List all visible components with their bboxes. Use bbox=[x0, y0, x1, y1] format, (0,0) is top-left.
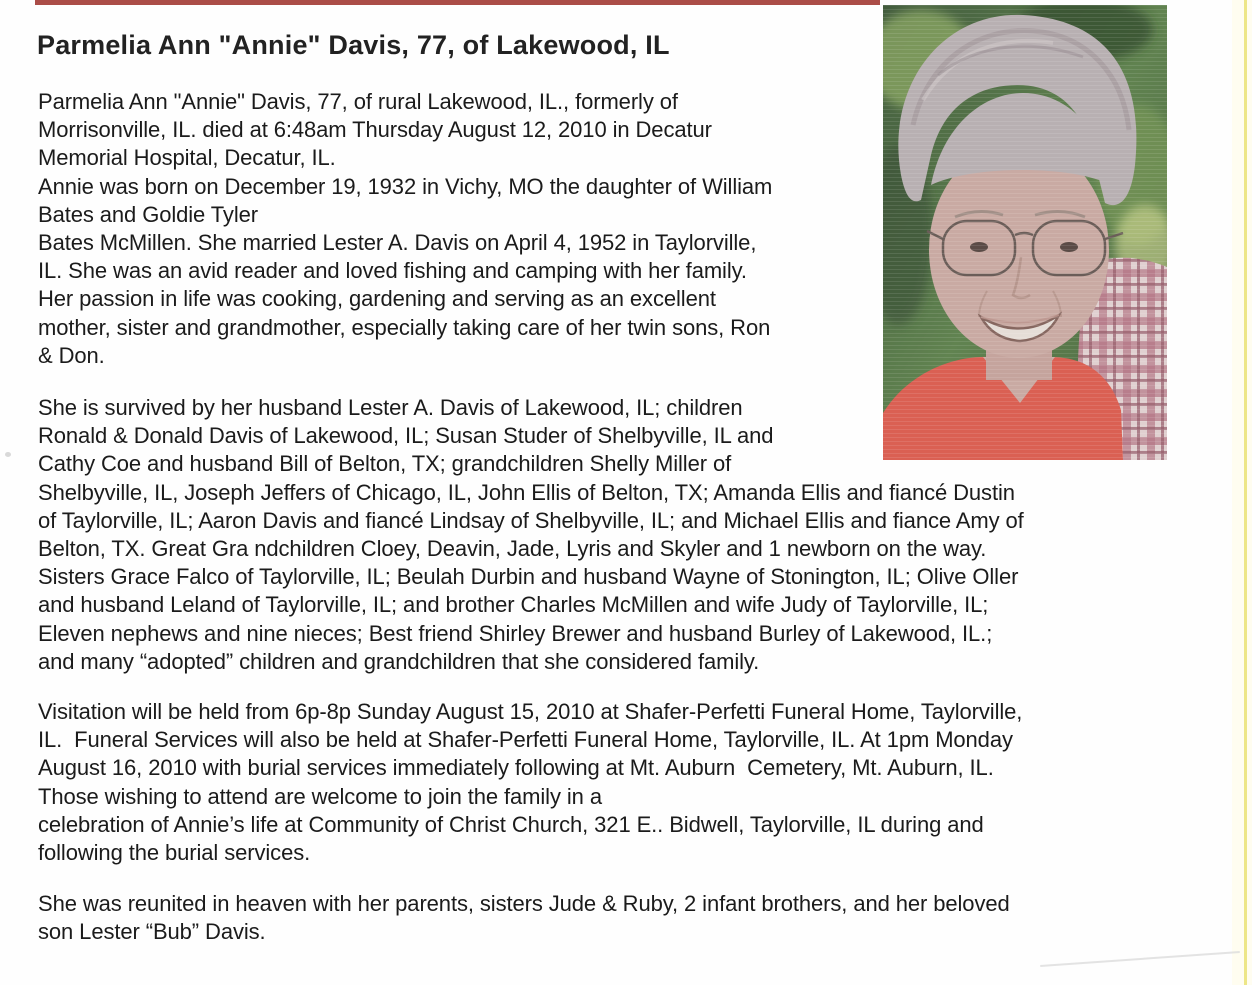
paragraph-closing bbox=[38, 890, 1228, 946]
scan-artifact-right-strip bbox=[1232, 0, 1252, 985]
portrait-photo-illustration bbox=[883, 5, 1167, 460]
text-line: son Lester “Bub” Davis. bbox=[38, 919, 266, 945]
text-line: August 16, 2010 with burial services immediately following at Mt. Auburn Cemetery, Mt. Auburn, IL. bbox=[38, 755, 994, 781]
text-line: celebration of Annie’s life at Community of Christ Church, 321 E.. Bidwell, Taylorville, IL during and bbox=[38, 811, 984, 837]
scan-artifact-top-bar bbox=[35, 0, 880, 5]
text-line: and many “adopted” children and grandchildren that she considered family. bbox=[38, 648, 760, 674]
text-line: following the burial services. bbox=[38, 840, 311, 866]
text-line: Parmelia Ann "Annie" Davis, 77, of rural Lakewood, IL., formerly of bbox=[38, 89, 678, 114]
text-line: of Taylorville, IL; Aaron Davis and fiancé Lindsay of Shelbyville, IL; and Michael Ellis and fiance Amy of bbox=[38, 507, 1024, 533]
text-line: IL. Funeral Services will also be held at Shafer-Perfetti Funeral Home, Taylorville, IL. At 1pm Monday bbox=[38, 727, 1013, 753]
text-line: Annie was born on December 19, 1932 in Vichy, MO the daughter of William bbox=[38, 173, 773, 199]
scan-artifact-speck bbox=[5, 452, 11, 457]
paragraph-services bbox=[38, 698, 1228, 867]
text-line: Sisters Grace Falco of Taylorville, IL; Beulah Durbin and husband Wayne of Stonington, IL; Olive Oller bbox=[38, 564, 1019, 590]
text-line: Belton, TX. Great Gra ndchildren Cloey, Deavin, Jade, Lyris and Skyler and 1 newborn on the way. bbox=[38, 536, 987, 562]
text-line: Shelbyville, IL, Joseph Jeffers of Chicago, IL, John Ellis of Belton, TX; Amanda Ellis and fiancé Dustin bbox=[38, 479, 1015, 505]
text-line: Cathy Coe and husband Bill of Belton, TX; grandchildren Shelly Miller of bbox=[38, 451, 732, 477]
text-line: She was reunited in heaven with her parents, sisters Jude & Ruby, 2 infant brothers, and her beloved bbox=[38, 891, 1010, 916]
text-line: mother, sister and grandmother, especially taking care of her twin sons, Ron bbox=[38, 314, 771, 340]
scan-artifact-diagonal-line bbox=[1040, 951, 1240, 967]
obituary-title: Parmelia Ann "Annie" Davis, 77, of Lakewood, IL bbox=[37, 30, 670, 60]
paragraph-biography bbox=[38, 88, 883, 370]
text-line: She is survived by her husband Lester A. Davis of Lakewood, IL; children bbox=[38, 395, 743, 420]
text-line: Bates McMillen. She married Lester A. Davis on April 4, 1952 in Taylorville, bbox=[38, 230, 757, 256]
text-line: and husband Leland of Taylorville, IL; and brother Charles McMillen and wife Judy of Taylorville, IL; bbox=[38, 592, 989, 618]
text-line: Visitation will be held from 6p-8p Sunday August 15, 2010 at Shafer-Perfetti Funeral Home, Taylorville, bbox=[38, 699, 1023, 724]
scan-artifact-right-edge-line bbox=[1244, 0, 1247, 985]
text-line: Ronald & Donald Davis of Lakewood, IL; Susan Studer of Shelbyville, IL and bbox=[38, 423, 774, 449]
text-line: IL. She was an avid reader and loved fishing and camping with her family. bbox=[38, 258, 747, 284]
text-line: & Don. bbox=[38, 342, 105, 368]
text-line: Memorial Hospital, Decatur, IL. bbox=[38, 145, 336, 171]
text-line: Bates and Goldie Tyler bbox=[38, 201, 258, 227]
portrait-photo bbox=[883, 5, 1167, 460]
text-line: Eleven nephews and nine nieces; Best friend Shirley Brewer and husband Burley of Lakewood, IL.; bbox=[38, 620, 993, 646]
text-line: Her passion in life was cooking, gardening and serving as an excellent bbox=[38, 286, 716, 312]
text-line: Morrisonville, IL. died at 6:48am Thursday August 12, 2010 in Decatur bbox=[38, 117, 712, 143]
text-line: Those wishing to attend are welcome to join the family in a bbox=[38, 783, 602, 809]
